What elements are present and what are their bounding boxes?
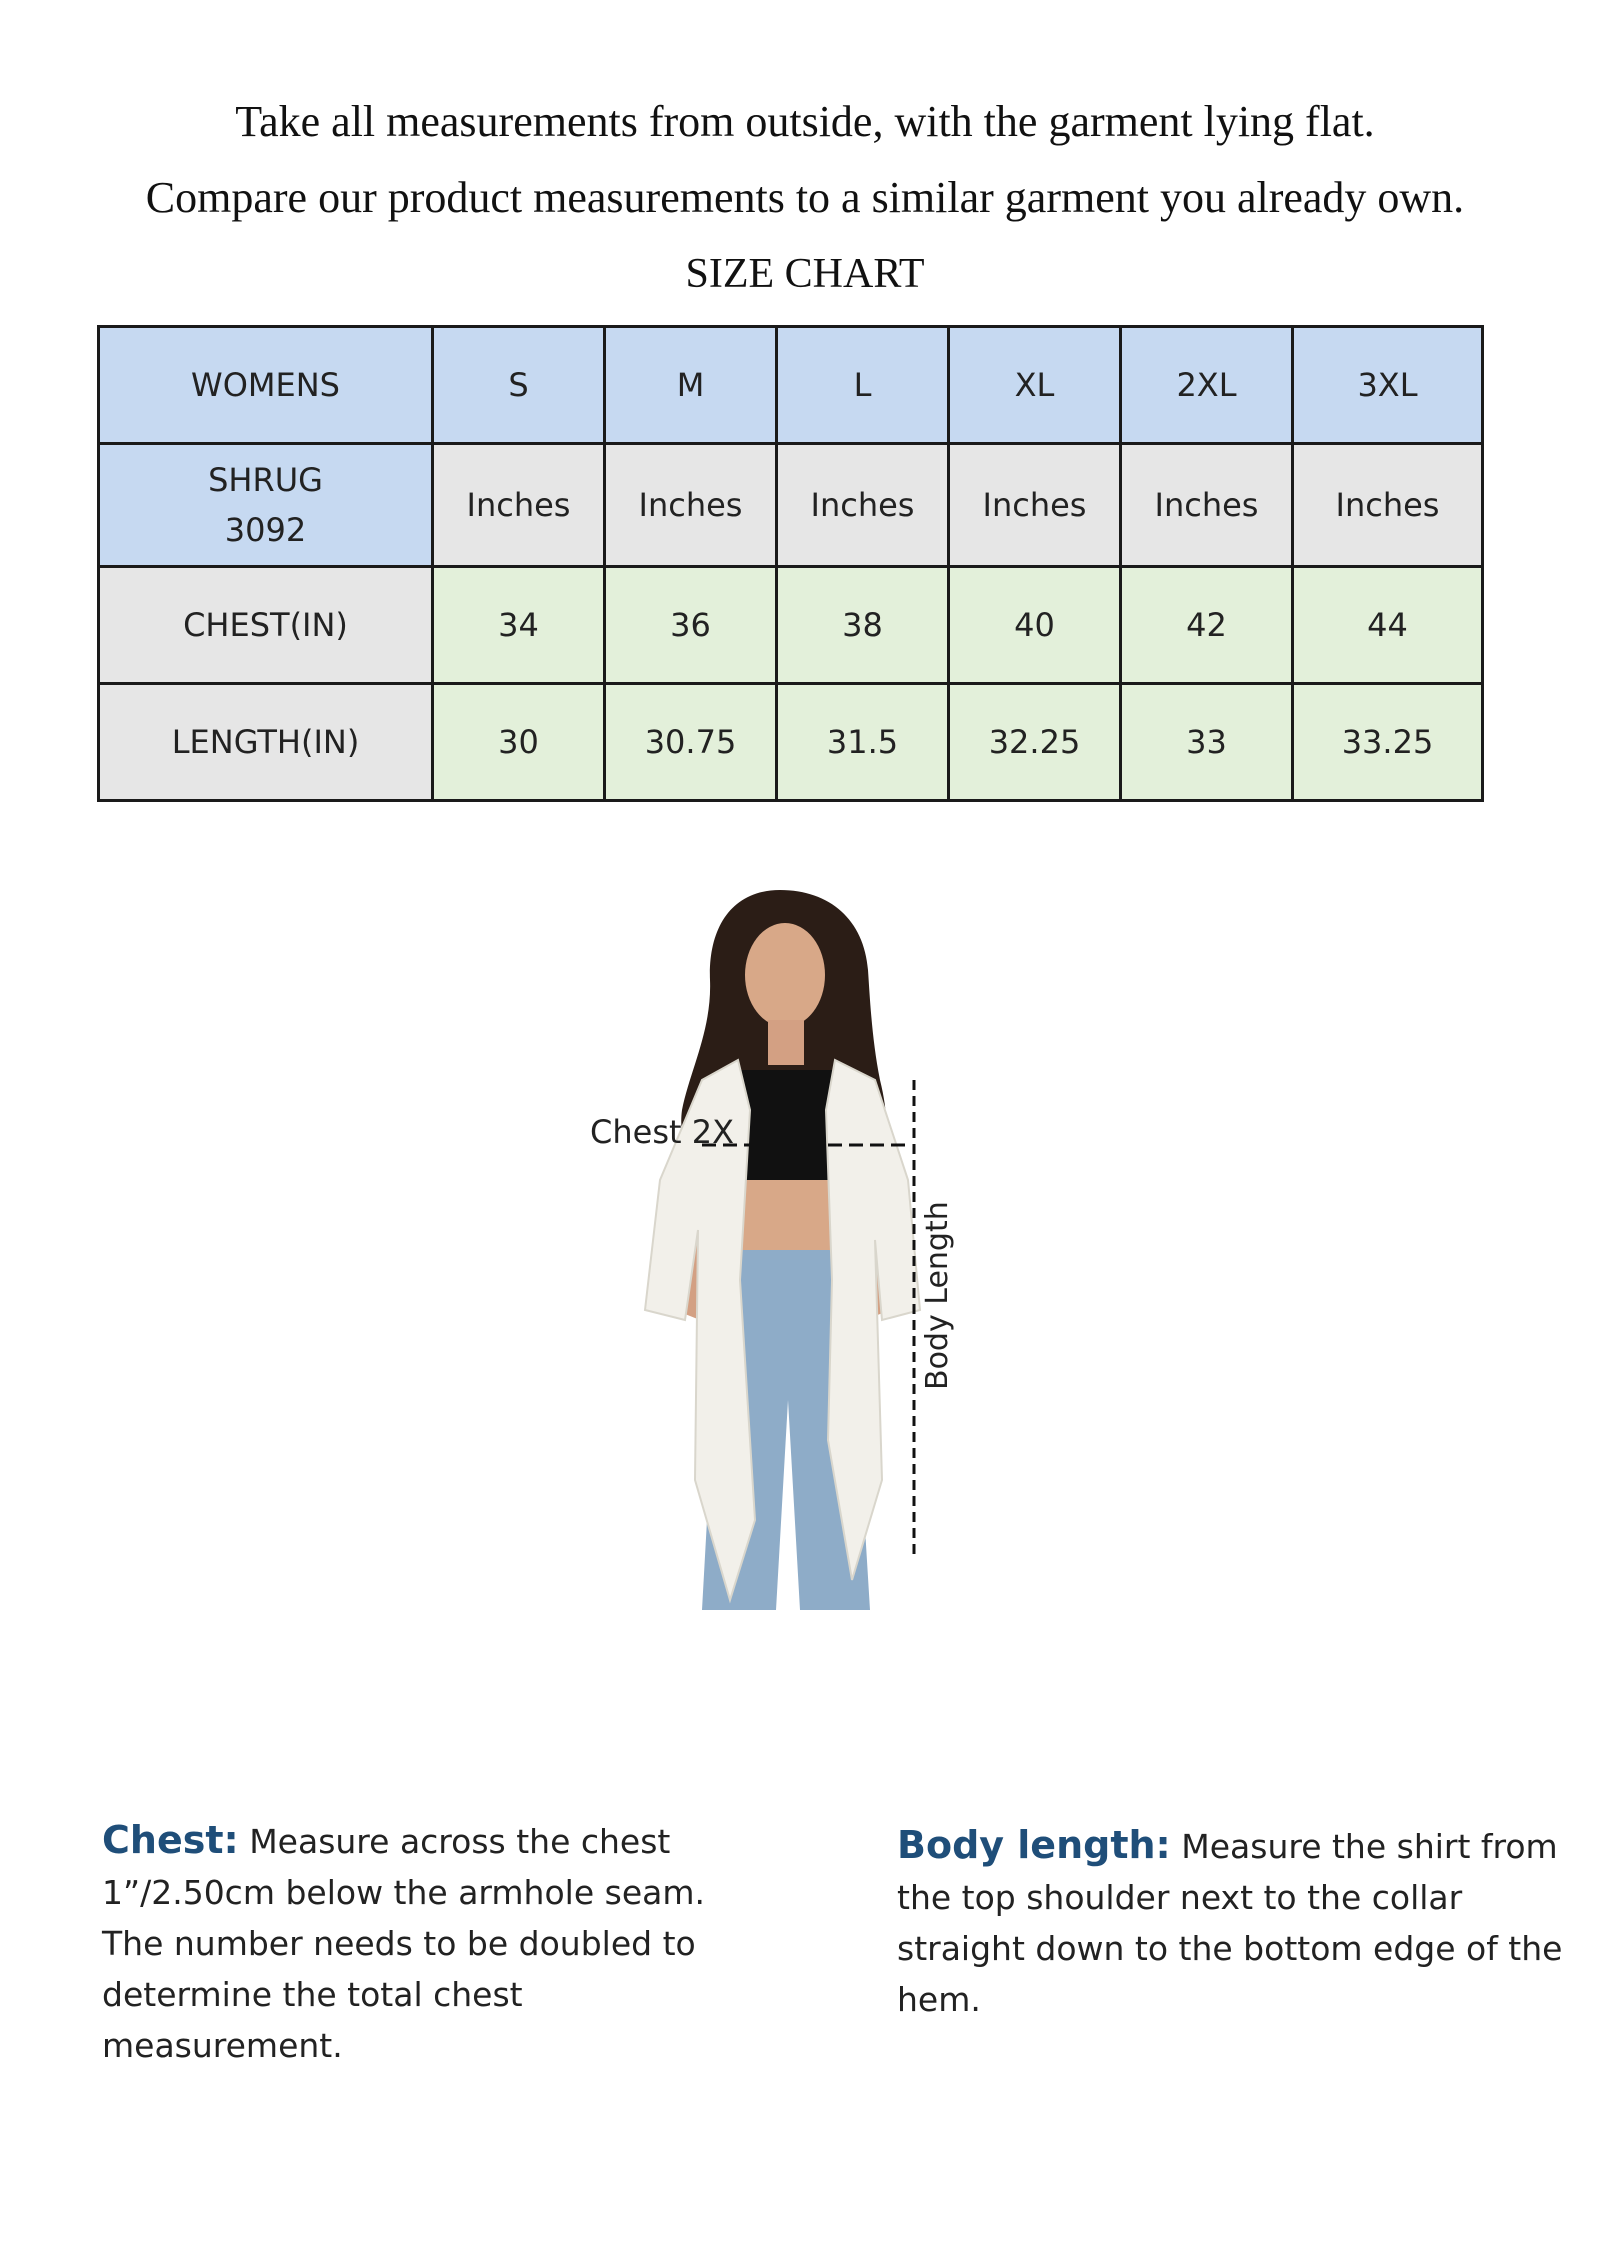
row-label-chest: CHEST(IN) [99, 567, 433, 684]
length-value: 31.5 [777, 684, 949, 801]
unit-cell: Inches [1293, 444, 1483, 567]
size-chart-table [97, 325, 1484, 802]
unit-cell: Inches [949, 444, 1121, 567]
face-shape [745, 923, 825, 1027]
chest-value: 44 [1293, 567, 1483, 684]
chest-value: 34 [433, 567, 605, 684]
length-value: 30 [433, 684, 605, 801]
midriff [732, 1180, 840, 1250]
chest-description [102, 1815, 762, 2071]
unit-cell: Inches [433, 444, 605, 567]
neck-shape [768, 1020, 804, 1065]
product-code-cell [99, 444, 433, 567]
length-value: 33.25 [1293, 684, 1483, 801]
length-text: Measure the shirt from the top shoulder next to the collar straight down to the bottom edge of the hem. [897, 1827, 1563, 2019]
shrug-right [826, 1060, 920, 1580]
corner-womens: WOMENS [99, 327, 433, 444]
length-title: Body length: [897, 1823, 1171, 1867]
chest-text: Measure across the chest 1”/2.50cm below the armhole seam. The number needs to be doubled to determine the total chest measurement. [102, 1822, 705, 2065]
chest-value: 38 [777, 567, 949, 684]
instruction-line-2: Compare our product measurements to a similar garment you already own. [145, 173, 1465, 222]
size-chart-title: SIZE CHART [685, 251, 925, 297]
unit-cell: Inches [605, 444, 777, 567]
chest-title: Chest: [102, 1818, 239, 1862]
size-header: S [433, 327, 605, 444]
body-length-label: Body Length [920, 1201, 955, 1390]
chest-value: 40 [949, 567, 1121, 684]
chest-value: 36 [605, 567, 777, 684]
table-row [99, 567, 1483, 684]
length-description [897, 1820, 1577, 2025]
length-value: 30.75 [605, 684, 777, 801]
chest-label: Chest 2X [590, 1113, 734, 1151]
size-header: L [777, 327, 949, 444]
size-header: M [605, 327, 777, 444]
length-value: 32.25 [949, 684, 1121, 801]
unit-cell: Inches [777, 444, 949, 567]
table-row [99, 684, 1483, 801]
length-value: 33 [1121, 684, 1293, 801]
instruction-line-1: Take all measurements from outside, with the garment lying flat. [235, 97, 1375, 146]
size-header: 2XL [1121, 327, 1293, 444]
size-header: 3XL [1293, 327, 1483, 444]
size-header: XL [949, 327, 1121, 444]
unit-cell: Inches [1121, 444, 1293, 567]
product-name: SHRUG [208, 461, 323, 499]
row-label-length: LENGTH(IN) [99, 684, 433, 801]
chest-value: 42 [1121, 567, 1293, 684]
product-number: 3092 [224, 511, 307, 549]
